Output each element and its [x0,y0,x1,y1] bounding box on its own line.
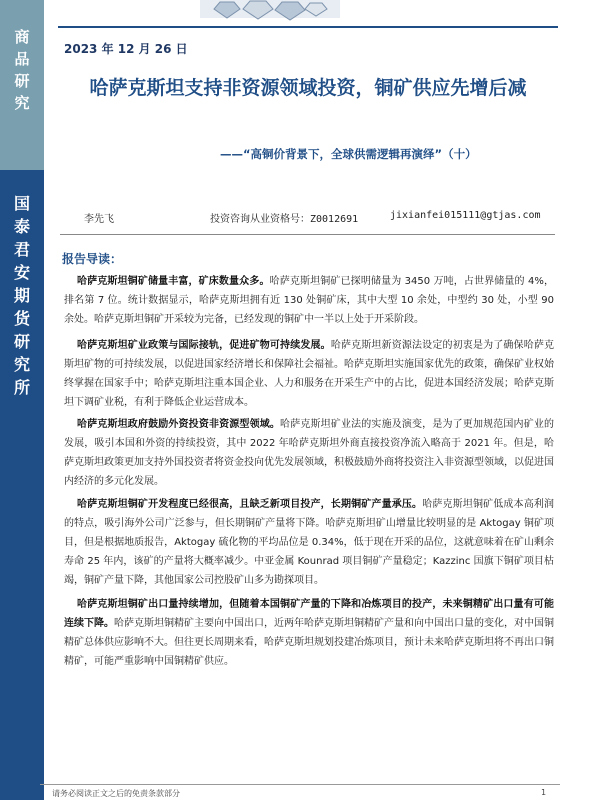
paragraph-5 [64,595,554,671]
sidebar-org-label: 国 泰 君 安 期 货 研 究 所 [13,194,30,397]
paragraph-lead: 哈萨克斯坦铜矿开发程度已经很高，且缺乏新项目投产，长期铜矿产量承压。 [77,499,423,510]
paragraph-lead: 哈萨克斯坦政府鼓励外资投资非资源型领域。 [77,419,281,430]
paragraph-4 [64,495,554,590]
report-subtitle: ——“高铜价背景下，全球供需逻辑再演绎”（十） [220,147,477,161]
footer-disclaimer: 请务必阅读正文之后的免责条款部分 [52,789,180,798]
section-heading: 报告导读： [62,252,123,266]
paragraph-body: 哈萨克斯坦新资源法设定的初衷是为了确保哈萨克斯坦矿物的可持续发展，以促进国家经济增长和保障社会福祉。哈萨克斯坦实施国家优先的政策，确保矿业权始终掌握在国家手中；哈萨克斯坦注重本国企业、人力和服务在开采生产中的占比，促进本国经济发展；哈萨克斯坦下调矿业税，有利于降低企业运营成本。 [64,340,555,408]
paragraph-lead: 哈萨克斯坦铜矿出口量持续增加，但随着本国铜矿产量的下降和冶炼项目的投产，未来铜精矿出口量有可能连续下降。 [64,599,554,629]
paragraph-3 [64,415,554,491]
paragraph-body: 哈萨克斯坦矿业法的实施及演变，是为了更加规范国内矿业的发展，吸引本国和外资的持续投资，其中 2022 年哈萨克斯坦外商直接投资净流入略高于 2021 年。但是，哈萨克斯坦政策更加支持外国投资者将资金投向优先发展领域，积极鼓励外商将投资注入非资源型领域，以促进国内经济的多元化发展。 [64,419,555,487]
paragraph-2 [64,336,554,412]
paragraph-lead: 哈萨克斯坦铜矿储量丰富，矿床数量众多。 [77,276,270,287]
paragraph-body: 哈萨克斯坦铜矿低成本高利润的特点，吸引海外公司广泛参与，但长期铜矿产量将下降。哈萨克斯坦矿山增量比较明显的是 Aktogay 铜矿项目，但是根据地质报告，Aktogay 硫化物的平均品位是 0.34%，低于现在开采的品位，这就意味着在矿山剩余寿命 25 年内，该矿的产量将大概率减少。中亚金属 Kounrad 项目铜矿产量稳定；Kazzinc 国旗下铜矿项目枯竭，铜矿产量下降，其他国家公司控股矿山多为勘探项目。 [64,499,555,586]
report-date: 2023 年 12 月 26 日 [64,42,188,56]
paragraph-body: 哈萨克斯坦铜精矿主要向中国出口，近两年哈萨克斯坦铜精矿产量和向中国出口量的变化，对中国铜精矿总体供应影响不大。但往更长周期来看，哈萨克斯坦规划投建冶炼项目，预计未来哈萨克斯坦将不再出口铜精矿，可能严重影响中国铜精矿供应。 [64,618,554,667]
footer-rule [40,784,560,785]
paragraph-lead: 哈萨克斯坦矿业政策与国际接轨，促进矿物可持续发展。 [77,340,331,351]
author-name: 李先飞 [84,214,114,225]
sidebar-category-label: 商 品 研 究 [14,28,30,112]
header-rule [58,26,558,28]
paragraph-1 [64,272,554,329]
paragraph-body: 哈萨克斯坦铜矿已探明储量为 3450 万吨，占世界储量的 4%，排名第 7 位。统计数据显示，哈萨克斯坦拥有近 130 处铜矿床，其中大型 10 余处，中型约 30 处，小型 90 余处。哈萨克斯坦铜矿开采较为完备，已经发现的铜矿中一半以上处于开采阶段。 [64,276,554,325]
author-qualification: 投资咨询从业资格号：Z0012691 [210,214,359,225]
header-logo-graphic [200,0,340,26]
sidebar [0,0,44,800]
page-number: 1 [541,788,547,797]
report-title: 哈萨克斯坦支持非资源领域投资，铜矿供应先增后减 [89,77,527,99]
author-divider [60,234,555,235]
author-email[interactable]: jixianfei015111@gtjas.com [390,210,541,221]
